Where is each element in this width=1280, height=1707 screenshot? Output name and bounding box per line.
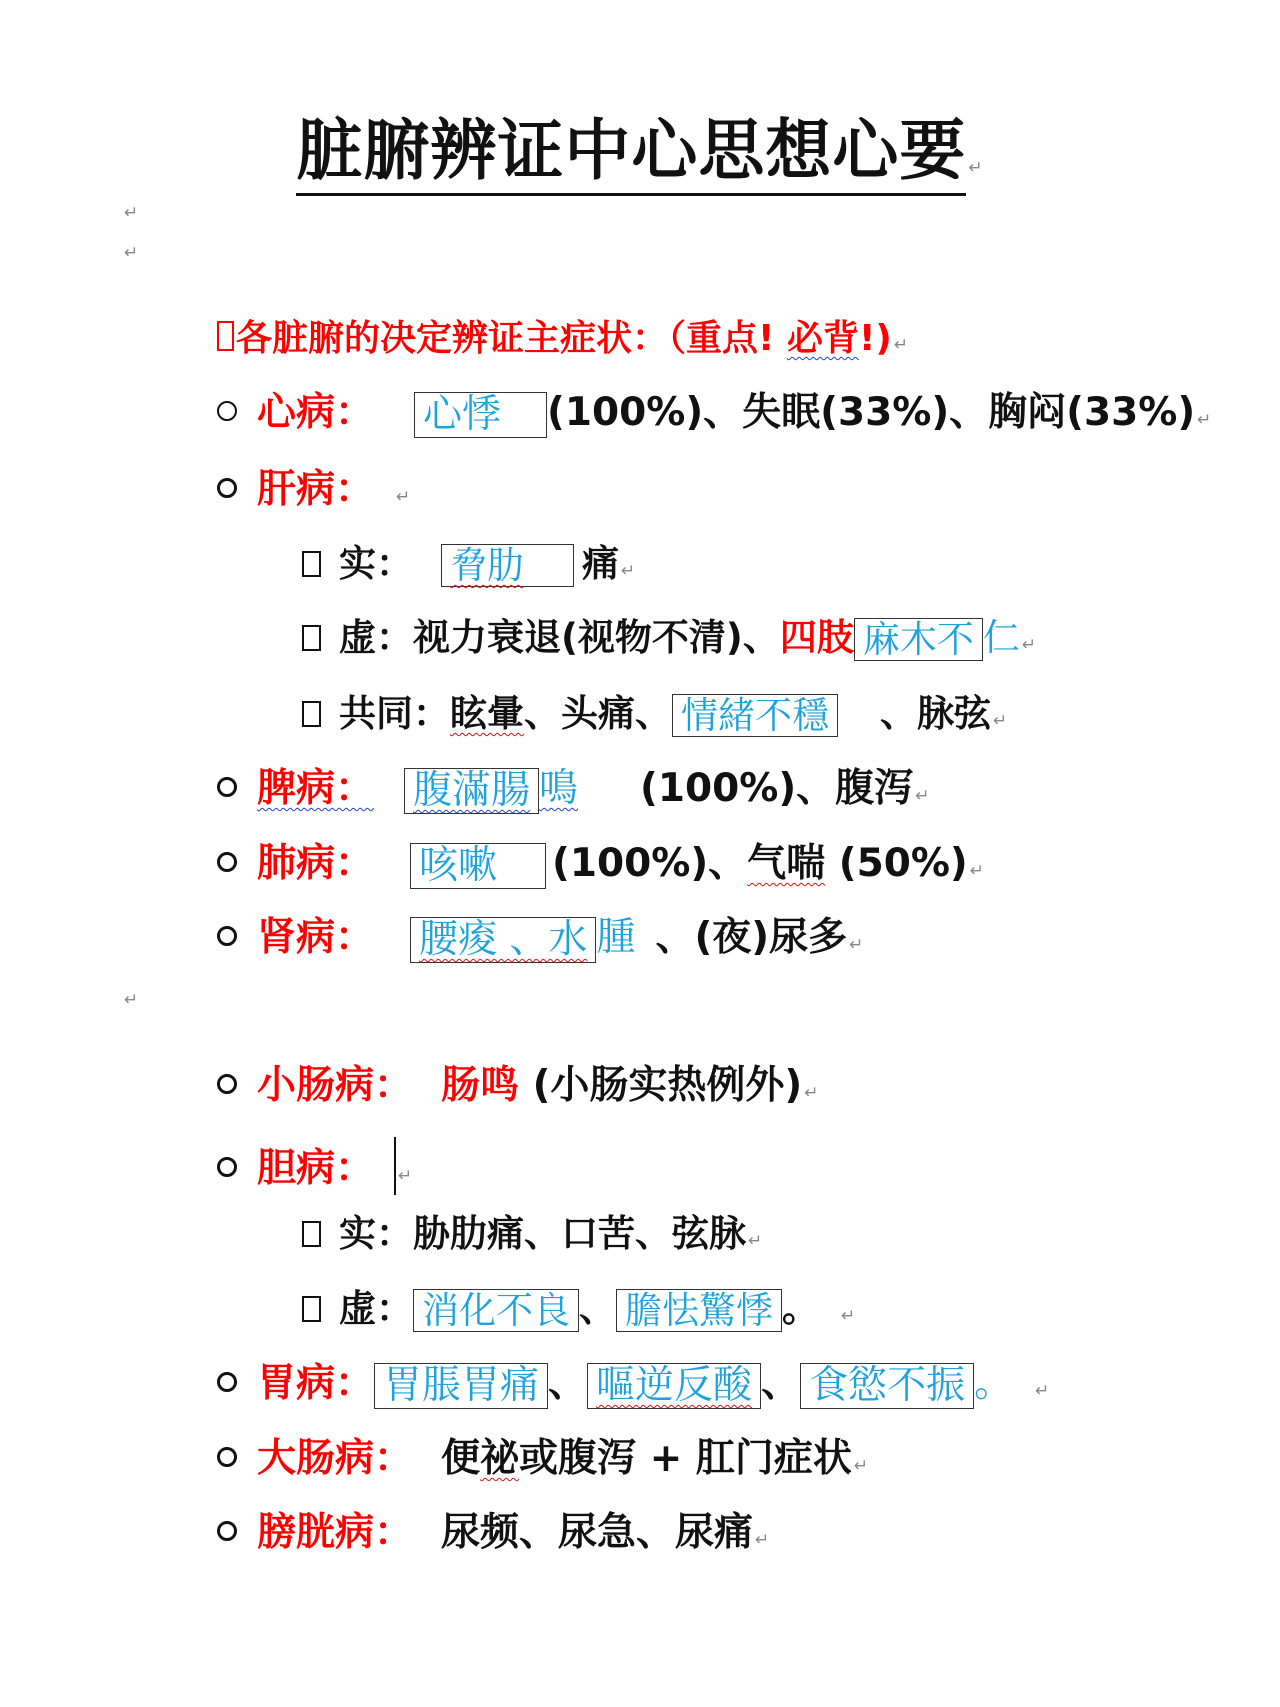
checkbox-square-icon xyxy=(302,1296,321,1322)
key-symptoms-heading: 各脏腑的决定辨证主症状：（重点! 必背!) ↵ xyxy=(217,316,908,361)
list-item-heart: 心病： 心悸 (100%)、失眠(33%)、胸闷(33%) ↵ xyxy=(217,389,1211,438)
list-item-kidney: 肾病： 腰痠 、水 腫 、(夜)尿多 ↵ xyxy=(217,914,863,963)
answer-box: 腹滿腸 xyxy=(404,768,539,814)
list-item-small-intestine: 小肠病： 肠鸣 (小肠实热例外) ↵ xyxy=(217,1062,819,1111)
list-item-lung: 肺病： 咳嗽 (100%)、气喘 (50%) ↵ xyxy=(217,840,984,889)
bullet-circle-icon xyxy=(217,1521,237,1541)
bullet-circle-icon xyxy=(217,1074,237,1094)
paragraph-mark-icon: ↵ xyxy=(968,158,984,178)
title-text: 脏腑辨证中心思想心要 xyxy=(296,112,966,196)
list-item-gallbladder-shi: 实：胁肋痛、口苦、弦脉 ↵ xyxy=(302,1211,762,1257)
bullet-circle-icon xyxy=(217,401,237,421)
checkbox-square-icon xyxy=(302,625,321,651)
answer-box: 腰痠 、水 xyxy=(410,917,596,963)
paragraph-mark-icon: ↵ xyxy=(124,990,139,1010)
answer-box: 咳嗽 xyxy=(410,843,546,889)
checkbox-square-icon xyxy=(302,1221,321,1247)
list-item-stomach: 胃病： 胃脹胃痛 、 嘔逆反酸 、 食慾不振 。 ↵ xyxy=(217,1360,1049,1409)
list-item-spleen: 脾病： 腹滿腸 鳴 (100%)、腹泻 ↵ xyxy=(217,765,929,814)
list-item-liver-common: 共同：眩暈、头痛、 情緒不穩 、脉弦 ↵ xyxy=(302,691,1007,737)
bullet-circle-icon xyxy=(217,1157,237,1177)
document-title xyxy=(0,112,1280,189)
answer-box: 胃脹胃痛 xyxy=(374,1363,548,1409)
list-item-liver-shi: 实： 脅肋 痛 ↵ xyxy=(302,541,635,587)
heading-marker-icon xyxy=(217,321,234,351)
bullet-circle-icon xyxy=(217,478,237,498)
answer-box: 麻木不 xyxy=(854,618,983,661)
answer-box: 膽怯驚悸 xyxy=(616,1289,782,1332)
checkbox-square-icon xyxy=(302,701,321,727)
answer-box: 心悸 xyxy=(414,392,547,438)
list-item-liver: 肝病： ↵ xyxy=(217,466,410,515)
paragraph-mark-icon: ↵ xyxy=(124,243,139,263)
text-cursor[interactable] xyxy=(394,1137,396,1195)
answer-box: 消化不良 xyxy=(413,1289,579,1332)
list-item-gallbladder: 胆病： ↵ xyxy=(217,1137,412,1195)
bullet-circle-icon xyxy=(217,852,237,872)
list-item-gallbladder-xu: 虚： 消化不良 、 膽怯驚悸 。 ↵ xyxy=(302,1286,855,1332)
checkbox-square-icon xyxy=(302,551,321,577)
answer-box: 食慾不振 xyxy=(800,1363,974,1409)
bullet-circle-icon xyxy=(217,1447,237,1467)
answer-box: 嘔逆反酸 xyxy=(587,1363,761,1409)
bullet-circle-icon xyxy=(217,926,237,946)
list-item-bladder: 膀胱病： 尿频、尿急、尿痛 ↵ xyxy=(217,1509,769,1558)
bullet-circle-icon xyxy=(217,777,237,797)
bullet-circle-icon xyxy=(217,1372,237,1392)
list-item-large-intestine: 大肠病： 便祕或腹泻 + 肛门症状 ↵ xyxy=(217,1435,868,1484)
answer-box: 情緒不穩 xyxy=(672,694,838,737)
paragraph-mark-icon: ↵ xyxy=(124,203,139,223)
list-item-liver-xu: 虚：视力衰退(视物不清)、四肢 麻木不 仁 ↵ xyxy=(302,615,1036,661)
answer-box: 脅肋 xyxy=(441,544,574,587)
